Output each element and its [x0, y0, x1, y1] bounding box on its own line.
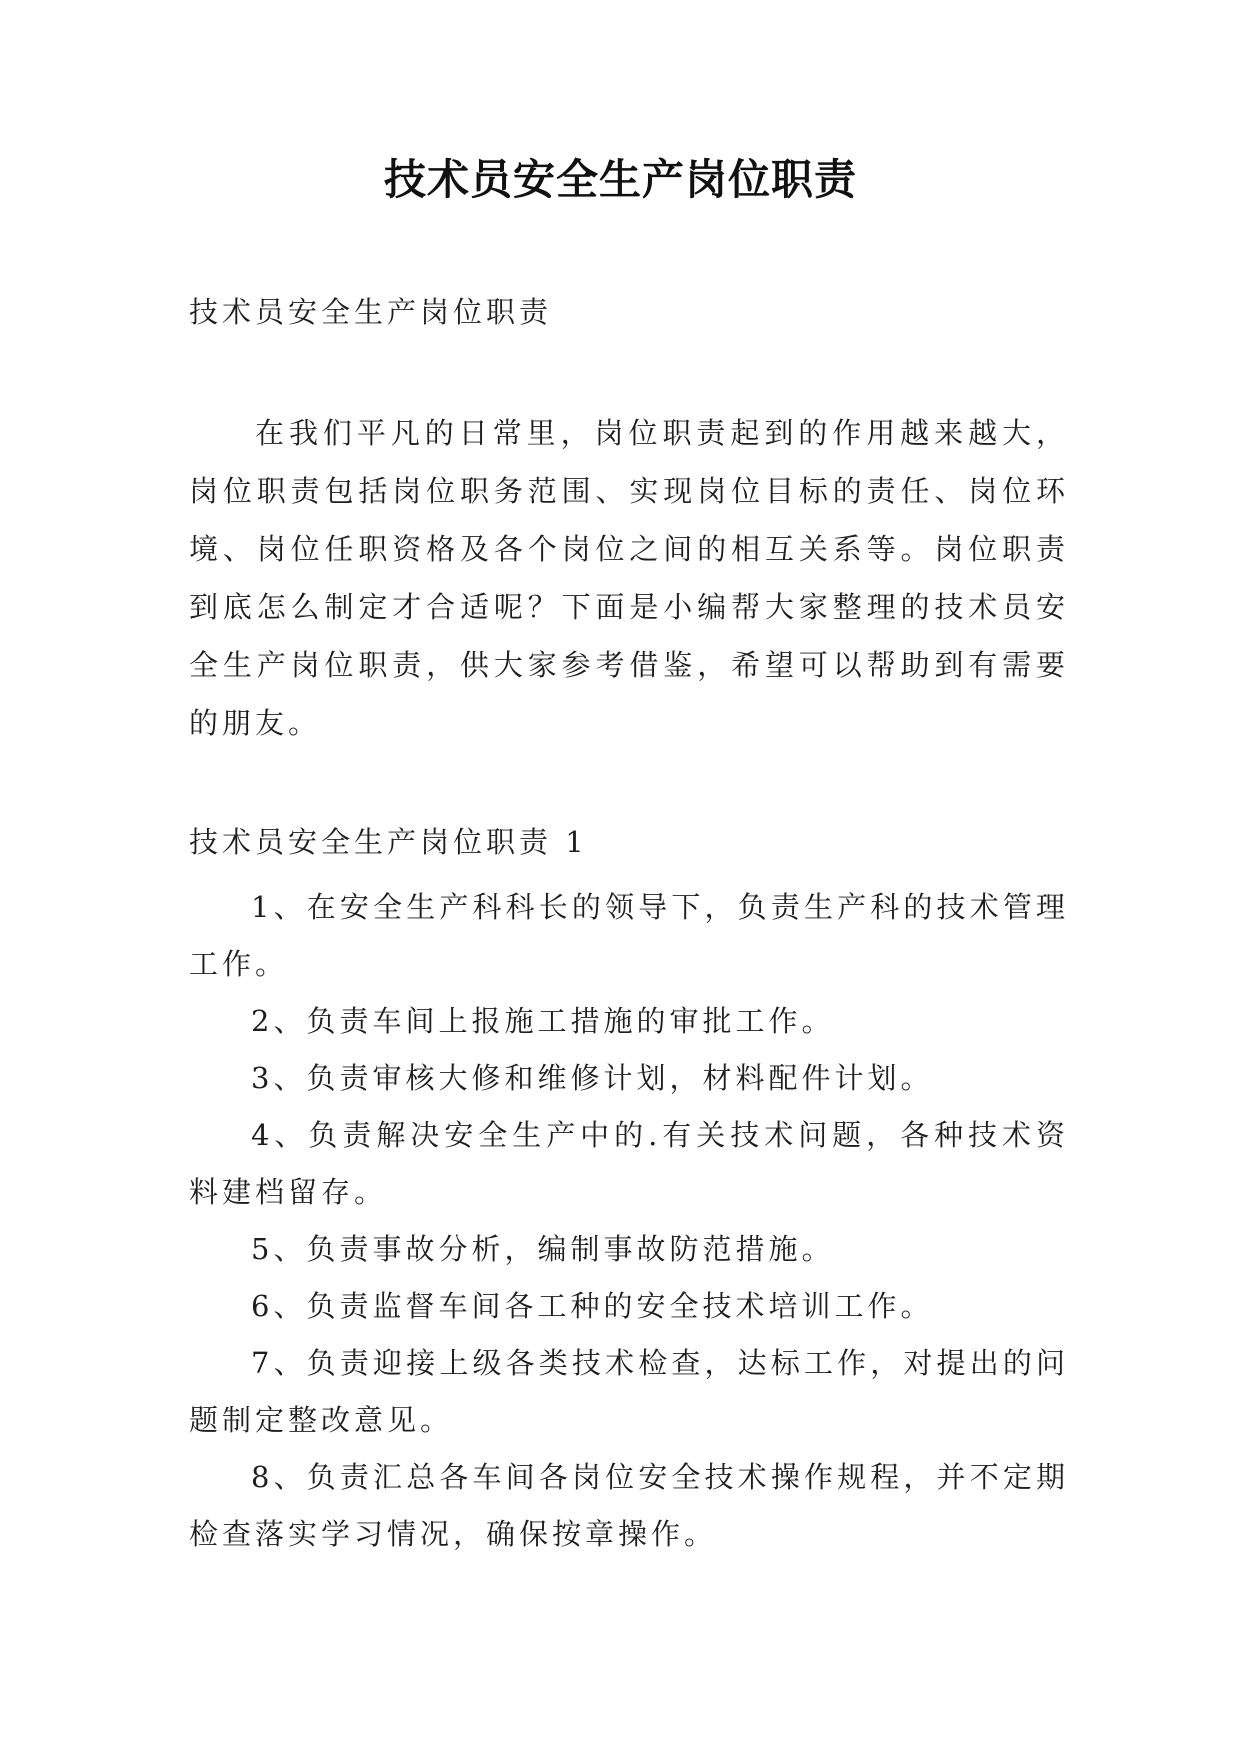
responsibility-item-8: 8、负责汇总各车间各岗位安全技术操作规程，并不定期检查落实学习情况，确保按章操作。	[189, 1460, 1069, 1551]
responsibility-item-6: 6、负责监督车间各工种的安全技术培训工作。	[251, 1289, 934, 1323]
intro-paragraph: 在我们平凡的日常里，岗位职责起到的作用越来越大，岗位职责包括岗位职务范围、实现岗位目标的责任、岗位环境、岗位任职资格及各个岗位之间的相互关系等。岗位职责到底怎么制定才合适呢？下面是小编帮大家整理的技术员安全生产岗位职责，供大家参考借鉴，希望可以帮助到有需要的朋友。	[189, 416, 1069, 740]
responsibility-item-4: 4、负责解决安全生产中的.有关技术问题，各种技术资料建档留存。	[189, 1118, 1069, 1209]
responsibility-item-1: 1、在安全生产科科长的领导下，负责生产科的技术管理工作。	[189, 890, 1069, 981]
responsibility-section	[189, 822, 1069, 1563]
document-subtitle: 技术员安全生产岗位职责	[189, 295, 553, 329]
section-heading: 技术员安全生产岗位职责 1	[189, 825, 588, 859]
responsibility-list	[189, 879, 1069, 1563]
responsibility-item-5: 5、负责事故分析，编制事故防范措施。	[251, 1232, 835, 1266]
responsibility-item-7: 7、负责迎接上级各类技术检查，达标工作，对提出的问题制定整改意见。	[189, 1346, 1069, 1437]
document-title: 技术员安全生产岗位职责	[383, 155, 857, 204]
responsibility-item-3: 3、负责审核大修和维修计划，材料配件计划。	[251, 1061, 934, 1095]
responsibility-item-2: 2、负责车间上报施工措施的审批工作。	[251, 1004, 835, 1038]
